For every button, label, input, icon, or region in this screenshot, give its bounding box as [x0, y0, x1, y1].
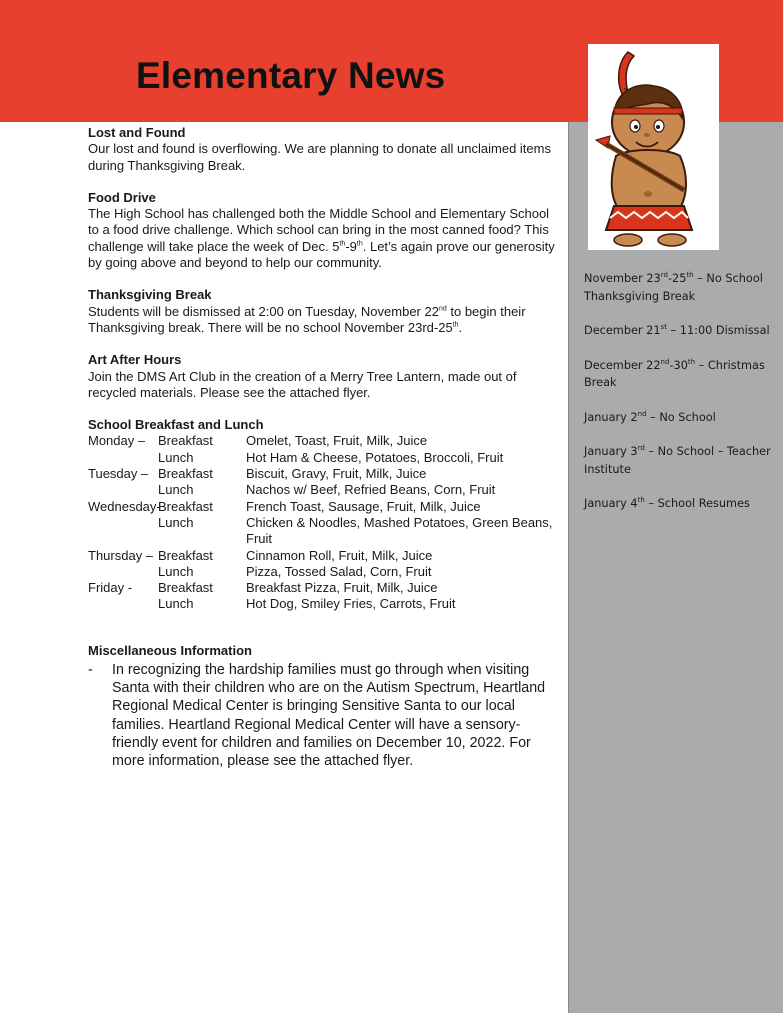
section-body: In recognizing the hardship families must go through when visiting Santa with their children who are on the Autism Spectrum, Heartland Regional Medical Center is bringing Sensitive Santa to our local families. Heartland Regional Medical Center will have a sensory-friendly event for children and families on December 10, 2022. For more information, please see the attached flyer.	[112, 662, 546, 770]
section-art	[88, 352, 562, 401]
meal-row: Lunch Hot Ham & Cheese, Potatoes, Broccoli, Fruit	[158, 449, 504, 465]
section-lost-found	[88, 125, 562, 174]
section-thanksgiving	[88, 287, 562, 336]
meal-row: Tuesday – Breakfast Biscuit, Gravy, Fruit, Milk, Juice	[88, 466, 427, 482]
section-body: Join the DMS Art Club in the creation of a Merry Tree Lantern, made out of recycled materials. Please see the attached flyer.	[88, 368, 517, 400]
section-misc	[88, 643, 562, 771]
section-body: Our lost and found is overflowing. We are planning to donate all unclaimed items during Thanksgiving Break.	[88, 141, 551, 173]
page-title: Elementary News	[136, 55, 446, 96]
meal-row: Lunch Hot Dog, Smiley Fries, Carrots, Fruit	[158, 596, 456, 612]
section-body: The High School has challenged both the Middle School and Elementary School to a food drive challenge. Which school can bring in the most canned food? This challenge will take place the week of Dec. 5th-9th. Let’s again prove our generosity by going above and beyond to help our community.	[88, 206, 555, 271]
meal-row: Lunch Nachos w/ Beef, Refried Beans, Corn, Fruit	[158, 482, 496, 498]
meal-row: Wednesday- Breakfast French Toast, Sausage, Fruit, Milk, Juice	[88, 498, 481, 514]
event-item: January 3rd – No School – Teacher Institute	[584, 444, 771, 476]
meal-row: Thursday – Breakfast Cinnamon Roll, Fruit, Milk, Juice	[88, 547, 433, 563]
section-title: Miscellaneous Information	[88, 642, 252, 658]
section-food-drive	[88, 190, 562, 271]
event-item: January 4th – School Resumes	[584, 496, 750, 510]
meal-row: Friday - Breakfast Breakfast Pizza, Fruit, Milk, Juice	[88, 580, 438, 596]
event-item: January 2nd – No School	[584, 409, 716, 424]
section-title: Lost and Found	[88, 125, 186, 140]
calendar-events	[584, 270, 776, 530]
section-title: Art After Hours	[88, 352, 182, 368]
meal-row: Monday – Breakfast Omelet, Toast, Fruit, Milk, Juice	[88, 433, 428, 449]
cartoon-child-mascot-icon	[588, 44, 719, 250]
bullet-dash: -	[88, 662, 93, 679]
event-item: December 21st – 11:00 Dismissal	[584, 323, 770, 337]
list-item	[88, 661, 562, 770]
section-body: Students will be dismissed at 2:00 on Tuesday, November 22nd to begin their Thanksgiving break. There will be no school November 23rd-25th.	[88, 303, 526, 335]
event-item: November 23rd-25th – No School Thanksgiving Break	[584, 271, 763, 303]
main-content	[88, 125, 562, 770]
section-title: Thanksgiving Break	[88, 287, 212, 303]
meal-row: Lunch Pizza, Tossed Salad, Corn, Fruit	[158, 563, 432, 579]
event-item: December 22nd-30th – Christmas Break	[584, 357, 765, 389]
section-title: School Breakfast and Lunch	[88, 417, 264, 433]
sidebar-panel	[568, 122, 783, 1013]
section-meals	[88, 417, 562, 613]
mascot-image	[588, 44, 719, 250]
meal-row: Lunch Chicken & Noodles, Mashed Potatoes, Green Beans, Fruit	[158, 514, 553, 547]
section-title: Food Drive	[88, 189, 156, 205]
